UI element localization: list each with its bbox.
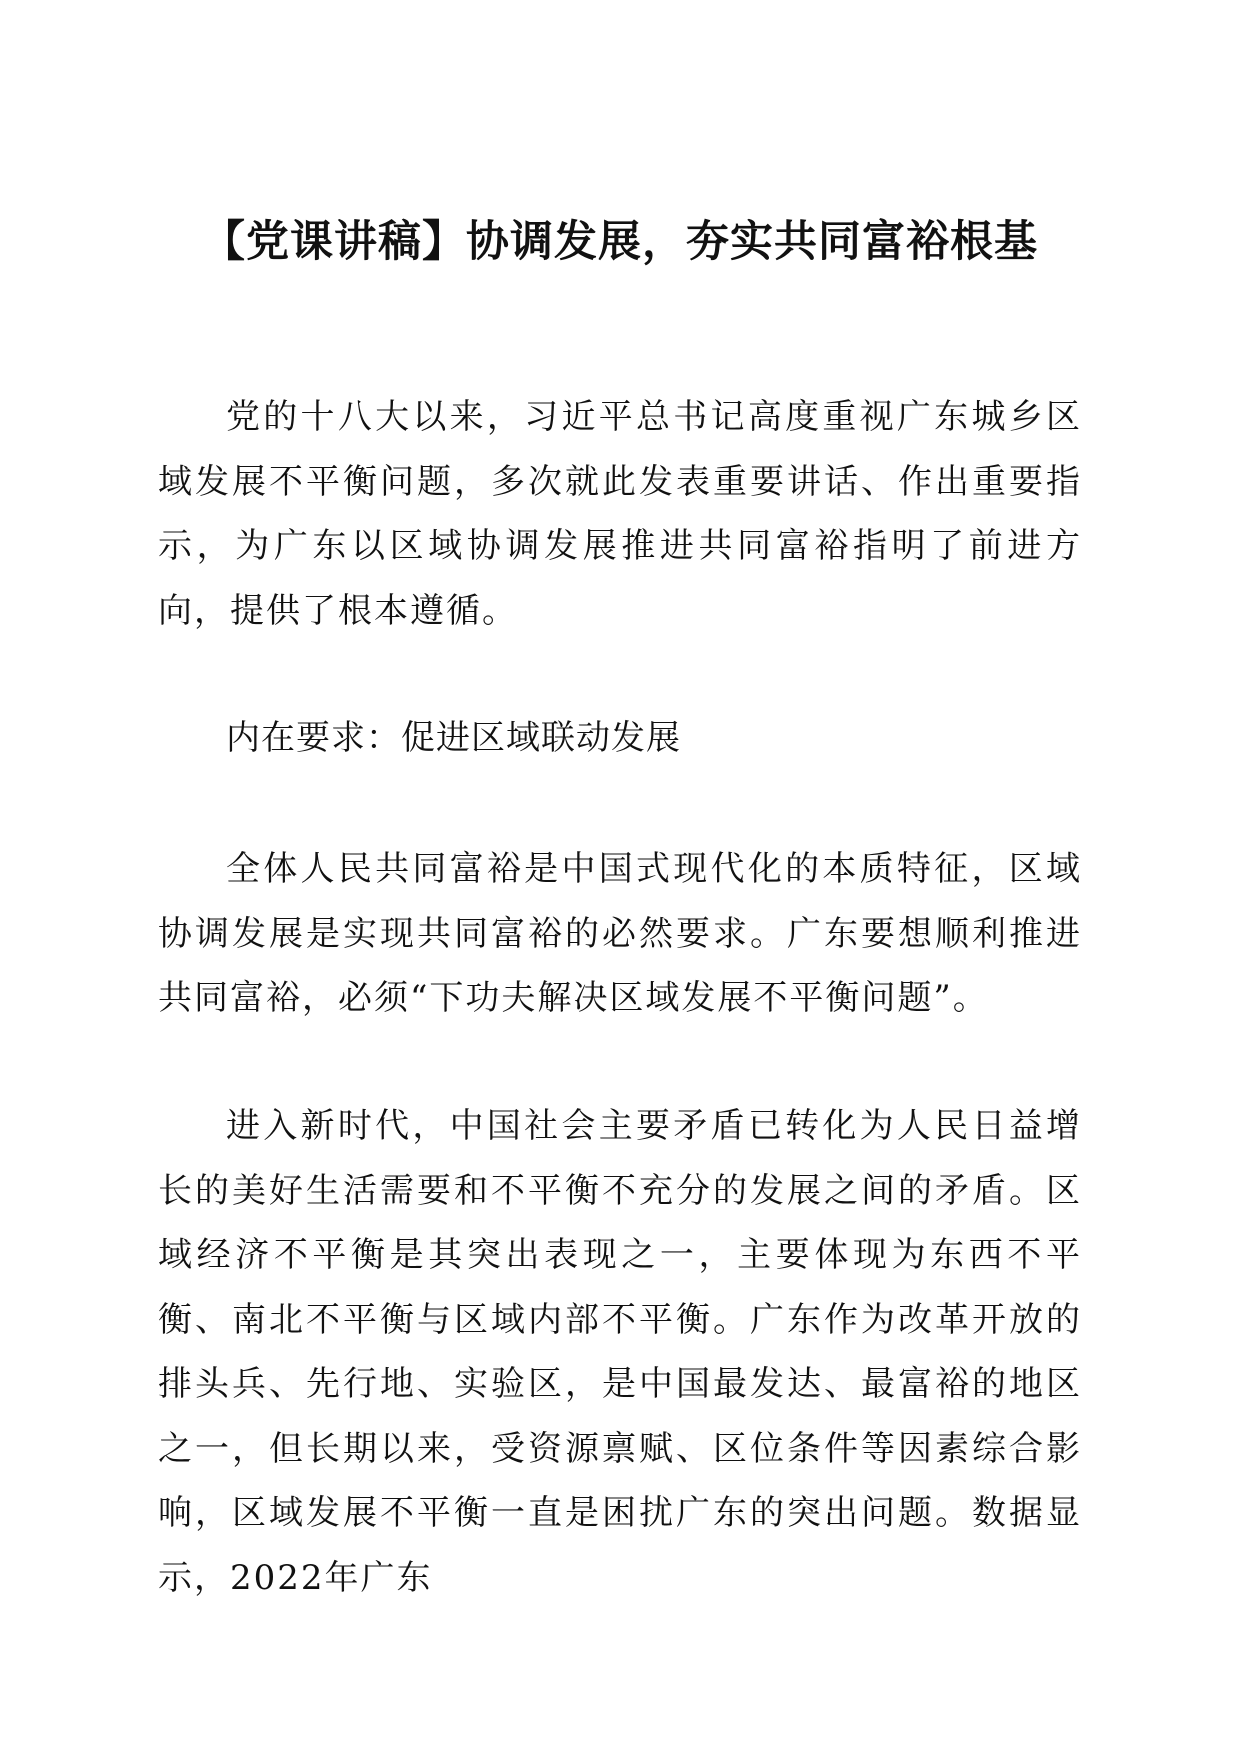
document-title: 【党课讲稿】协调发展，夯实共同富裕根基 <box>202 217 1038 267</box>
body-paragraph-2: 全体人民共同富裕是中国式现代化的本质特征，区域协调发展是实现共同富裕的必然要求。广东要想顺利推进共同富裕，必须“下功夫解决区域发展不平衡问题”。 <box>158 849 1082 1018</box>
intro-paragraph: 党的十八大以来，习近平总书记高度重视广东城乡区域发展不平衡问题，多次就此发表重要讲话、作出重要指示，为广东以区域协调发展推进共同富裕指明了前进方向，提供了根本遵循。 <box>158 397 1082 631</box>
body-paragraph-3: 进入新时代，中国社会主要矛盾已转化为人民日益增长的美好生活需要和不平衡不充分的发展之间的矛盾。区域经济不平衡是其突出表现之一，主要体现为东西不平衡、南北不平衡与区域内部不平衡。广东作为改革开放的排头兵、先行地、实验区，是中国最发达、最富裕的地区之一，但长期以来，受资源禀赋、区位条件等因素综合影响，区域发展不平衡一直是困扰广东的突出问题。数据显示，2022年广东 <box>158 1106 1082 1598</box>
section-heading: 内在要求：促进区域联动发展 <box>226 718 681 758</box>
